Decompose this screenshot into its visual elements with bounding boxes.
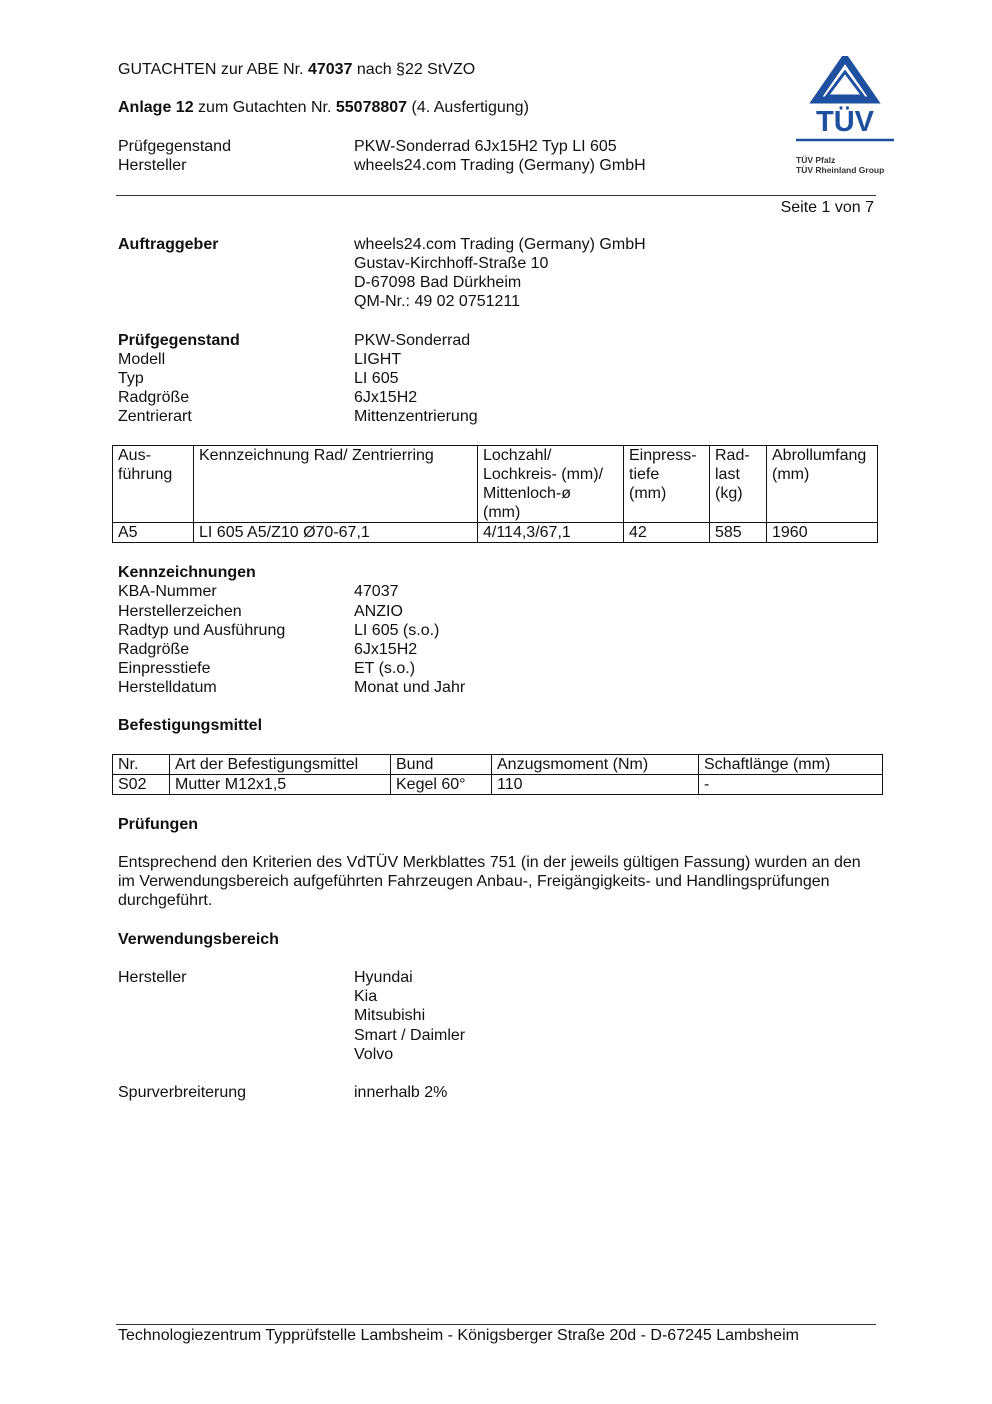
auftraggeber-line: wheels24.com Trading (Germany) GmbH <box>354 236 646 253</box>
table-cell: Mutter M12x1,5 <box>170 775 391 795</box>
radtyp-value: LI 605 (s.o.) <box>354 622 440 639</box>
table-header-cell: Einpress- tiefe (mm) <box>624 446 710 523</box>
attachment-label: Anlage 12 <box>118 99 194 116</box>
table-row <box>113 775 883 795</box>
header-divider <box>116 195 876 196</box>
zentrierart-value: Mittenzentrierung <box>354 408 478 425</box>
table-cell: Kegel 60° <box>391 775 492 795</box>
table-header-row <box>113 446 878 523</box>
verwendung-title: Verwendungsbereich <box>118 931 279 948</box>
attachment-mid: zum Gutachten Nr. <box>193 99 336 116</box>
typ-label: Typ <box>118 370 144 387</box>
herstelldatum-label: Herstelldatum <box>118 679 217 696</box>
spur-label: Spurverbreiterung <box>118 1084 247 1101</box>
pruefungen-text: Entsprechend den Kriterien des VdTÜV Merkblattes 751 (in der jeweils gültigen Fassung) wurden an den im Verwendungsbereich aufgeführten Fahrzeugen Anbau-, Freigängigkeits- und Handlingsprüfungen durchgeführt. <box>118 854 861 909</box>
befestigung-title: Befestigungsmittel <box>118 717 263 734</box>
logo-brand: TÜV <box>816 106 874 138</box>
auftraggeber-line: Gustav-Kirchhoff-Straße 10 <box>354 255 549 272</box>
header-pruef-label: Prüfgegenstand <box>118 138 231 155</box>
befestigung-table <box>112 754 883 795</box>
herstellerzeichen-value: ANZIO <box>354 603 403 620</box>
table-row <box>113 523 878 543</box>
table-cell: A5 <box>113 523 194 543</box>
header-hersteller-label: Hersteller <box>118 157 187 174</box>
radgroesse2-value: 6Jx15H2 <box>354 641 418 658</box>
herstellerzeichen-label: Herstellerzeichen <box>118 603 242 620</box>
ausfuehrung-table <box>112 445 878 543</box>
table-cell: 4/114,3/67,1 <box>478 523 624 543</box>
table-cell: 110 <box>492 775 699 795</box>
modell-value: LIGHT <box>354 351 402 368</box>
footer-divider <box>116 1324 876 1325</box>
logo-sub1: TÜV Pfalz <box>796 155 836 165</box>
tuv-triangle-icon <box>795 56 895 178</box>
kennzeichnungen-title: Kennzeichnungen <box>118 564 256 581</box>
manufacturer-item: Smart / Daimler <box>354 1027 466 1044</box>
report-title <box>118 60 475 79</box>
auftraggeber-line: D-67098 Bad Dürkheim <box>354 274 522 291</box>
pruefungen-title: Prüfungen <box>118 816 198 833</box>
radgroesse-label: Radgröße <box>118 389 190 406</box>
table-header-cell: Lochzahl/ Lochkreis- (mm)/ Mittenloch-ø (mm) <box>478 446 624 523</box>
manufacturer-item: Hyundai <box>354 969 413 986</box>
einpresstiefe-label: Einpresstiefe <box>118 660 211 677</box>
title-text: GUTACHTEN zur ABE Nr. <box>118 61 308 78</box>
table-header-cell: Abrollumfang (mm) <box>767 446 878 523</box>
manufacturer-item: Mitsubishi <box>354 1007 426 1024</box>
auftraggeber-label: Auftraggeber <box>118 236 219 253</box>
logo-sub2: TÜV Rheinland Group <box>796 165 885 175</box>
table-header-cell: Aus- führung <box>113 446 194 523</box>
report-number: 55078807 <box>335 99 408 116</box>
einpresstiefe-value: ET (s.o.) <box>354 660 416 677</box>
tuv-logo <box>795 56 895 178</box>
table-header-cell: Kennzeichnung Rad/ Zentrierring <box>194 446 478 523</box>
table-cell: 42 <box>624 523 710 543</box>
title-suffix: nach §22 StVZO <box>352 61 476 78</box>
kba-label: KBA-Nummer <box>118 583 217 600</box>
manufacturer-item: Kia <box>354 988 378 1005</box>
radgroesse2-label: Radgröße <box>118 641 190 658</box>
zentrierart-label: Zentrierart <box>118 408 192 425</box>
header-hersteller-value: wheels24.com Trading (Germany) GmbH <box>354 157 646 174</box>
table-header-cell: Art der Befestigungsmittel <box>170 755 391 775</box>
radgroesse-value: 6Jx15H2 <box>354 389 418 406</box>
modell-label: Modell <box>118 351 166 368</box>
page-number: Seite 1 von 7 <box>780 199 874 216</box>
kba-value: 47037 <box>354 583 399 600</box>
table-header-row <box>113 755 883 775</box>
table-cell: - <box>699 775 883 795</box>
pruefgegenstand-value: PKW-Sonderrad <box>354 332 471 349</box>
pruefgegenstand-label: Prüfgegenstand <box>118 332 240 349</box>
manufacturer-item: Volvo <box>354 1046 394 1063</box>
verwendung-hersteller-label: Hersteller <box>118 969 187 986</box>
footer-address: Technologiezentrum Typprüfstelle Lambsheim - Königsberger Straße 20d - D-67245 Lambsheim <box>118 1327 799 1344</box>
table-header-cell: Bund <box>391 755 492 775</box>
header-pruef-value: PKW-Sonderrad 6Jx15H2 Typ LI 605 <box>354 138 617 155</box>
abe-number: 47037 <box>307 61 353 78</box>
table-cell: 585 <box>710 523 767 543</box>
copy-info: (4. Ausfertigung) <box>407 99 529 116</box>
typ-value: LI 605 <box>354 370 399 387</box>
auftraggeber-line: QM-Nr.: 49 02 0751211 <box>354 293 521 310</box>
table-header-cell: Schaftlänge (mm) <box>699 755 883 775</box>
table-header-cell: Rad- last (kg) <box>710 446 767 523</box>
table-header-cell: Anzugsmoment (Nm) <box>492 755 699 775</box>
attachment-line <box>118 98 529 117</box>
radtyp-label: Radtyp und Ausführung <box>118 622 286 639</box>
spur-value: innerhalb 2% <box>354 1084 448 1101</box>
table-header-cell: Nr. <box>113 755 170 775</box>
table-cell: LI 605 A5/Z10 Ø70-67,1 <box>194 523 478 543</box>
herstelldatum-value: Monat und Jahr <box>354 679 466 696</box>
table-cell: S02 <box>113 775 170 795</box>
table-cell: 1960 <box>767 523 878 543</box>
